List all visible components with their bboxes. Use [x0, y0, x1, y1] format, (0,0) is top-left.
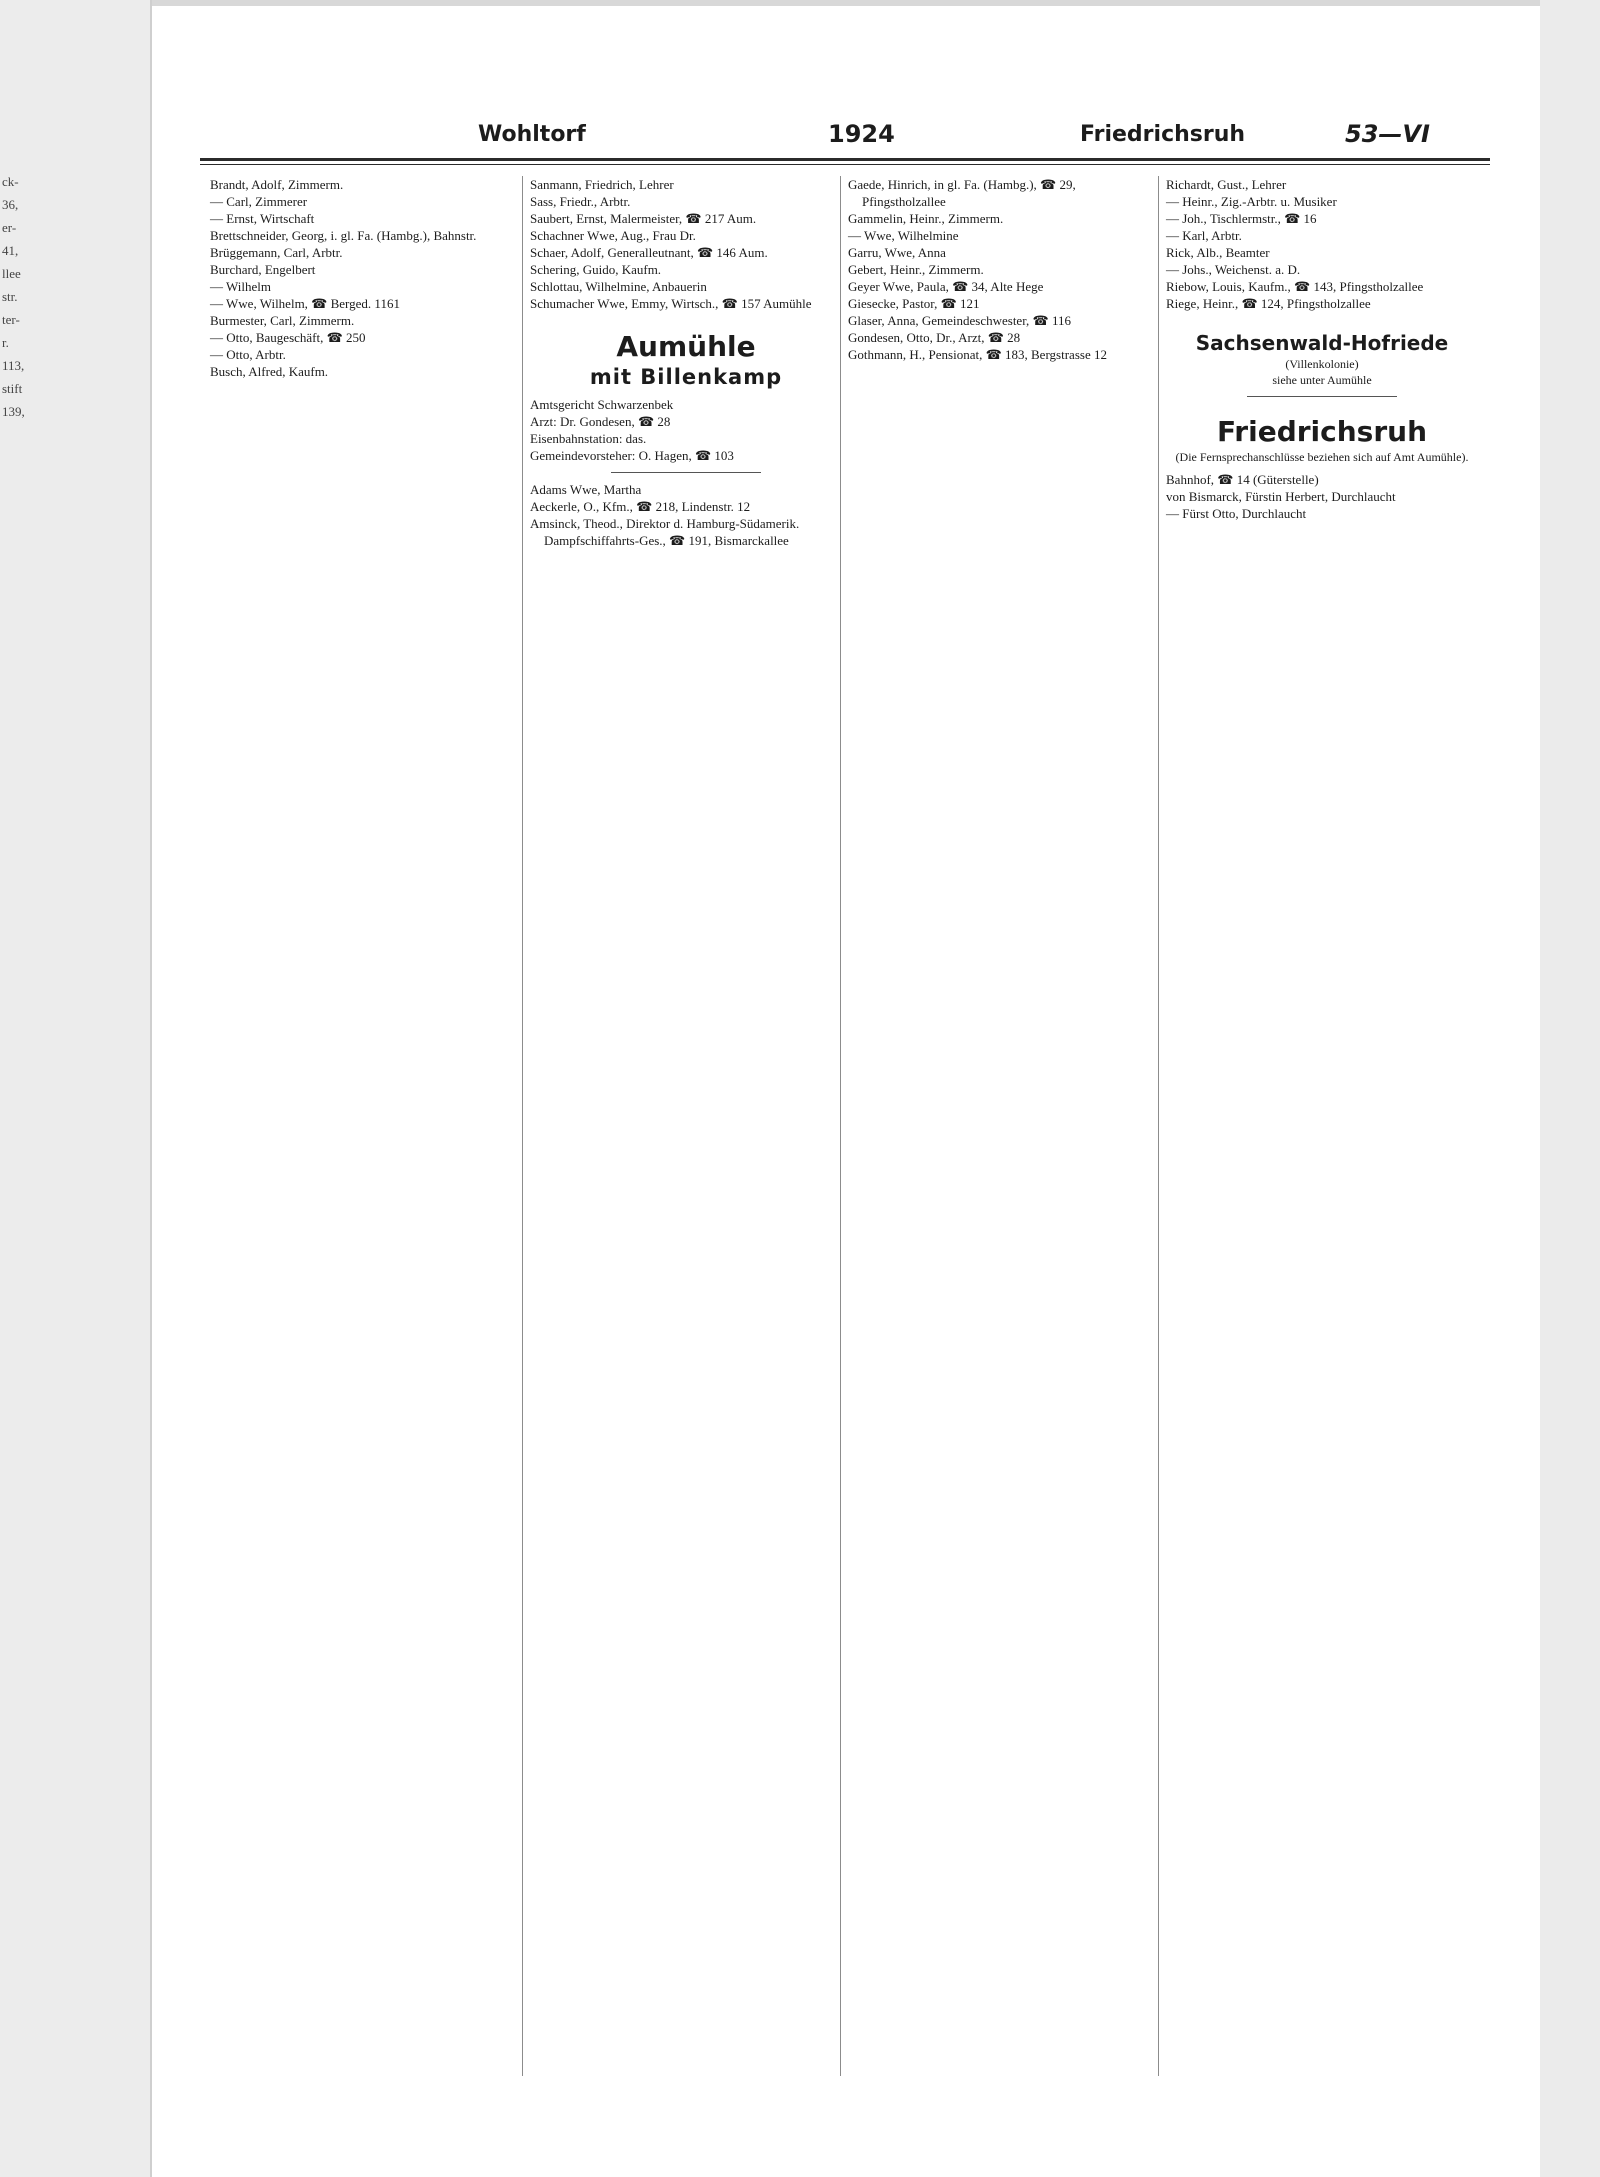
entry: — Ernst, Wirtschaft [210, 211, 315, 226]
entry: Bahnhof, ☎ 14 (Güterstelle) [1166, 472, 1319, 487]
info-line: Amtsgericht Schwarzenbek [530, 397, 674, 412]
entry: Schaer, Adolf, Generalleutnant, ☎ 146 Aum. [530, 245, 768, 260]
entry: — Johs., Weichenst. a. D. [1166, 262, 1301, 277]
info-line: Eisenbahnstation: das. [530, 431, 647, 446]
entry: Richardt, Gust., Lehrer [1166, 177, 1287, 192]
entry: Schumacher Wwe, Emmy, Wirtsch., ☎ 157 Aumühle [530, 296, 812, 311]
section-title: Sachsenwald-Hofriede [1195, 331, 1449, 355]
entry: Rick, Alb., Beamter [1166, 245, 1270, 260]
entry: — Fürst Otto, Durchlaucht [1166, 506, 1307, 521]
column-3 [848, 176, 1160, 363]
section-divider [1247, 396, 1397, 397]
page-number: 53—VI [1345, 120, 1430, 148]
strip-fragment: 36, [2, 197, 19, 212]
entry: Schlottau, Wilhelmine, Anbauerin [530, 279, 707, 294]
entry: Glaser, Anna, Gemeindeschwester, ☎ 116 [848, 313, 1071, 328]
column-1 [210, 176, 522, 380]
entry: Brüggemann, Carl, Arbtr. [210, 245, 343, 260]
section-subtitle: (Villenkolonie) [1285, 357, 1359, 371]
entry: Burmester, Carl, Zimmerm. [210, 313, 355, 328]
section-note: siehe unter Aumühle [1272, 373, 1372, 387]
info-line: Gemeindevorsteher: O. Hagen, ☎ 103 [530, 448, 734, 463]
section-title: Friedrichsruh [1216, 415, 1428, 448]
entry: Sass, Friedr., Arbtr. [530, 194, 631, 209]
entry: — Wilhelm [210, 279, 271, 294]
aumuehle-section [530, 330, 842, 390]
entry: Sanmann, Friedrich, Lehrer [530, 177, 674, 192]
strip-fragment: ter- [2, 312, 20, 327]
entry: Aeckerle, O., Kfm., ☎ 218, Lindenstr. 12 [530, 499, 751, 514]
entry: Schering, Guido, Kaufm. [530, 262, 662, 277]
entry: Riebow, Louis, Kaufm., ☎ 143, Pfingstholzallee [1166, 279, 1424, 294]
entry: — Heinr., Zig.-Arbtr. u. Musiker [1166, 194, 1337, 209]
entry: Giesecke, Pastor, ☎ 121 [848, 296, 980, 311]
header-rule-thin [200, 164, 1490, 165]
header-left: Wohltorf [478, 122, 586, 147]
entry: Gammelin, Heinr., Zimmerm. [848, 211, 1004, 226]
entry: — Otto, Baugeschäft, ☎ 250 [210, 330, 366, 345]
strip-fragment: er- [2, 220, 17, 235]
info-line: Arzt: Dr. Gondesen, ☎ 28 [530, 414, 671, 429]
previous-page-fragments [2, 170, 42, 423]
previous-page-strip [0, 0, 152, 2177]
strip-fragment: ck- [2, 174, 19, 189]
strip-fragment: str. [2, 289, 18, 304]
strip-fragment: 139, [2, 404, 25, 419]
entry: — Otto, Arbtr. [210, 347, 286, 362]
header-year: 1924 [828, 120, 895, 148]
sachsenwald-section [1166, 330, 1478, 388]
column-divider [1158, 176, 1159, 2076]
entry: Busch, Alfred, Kaufm. [210, 364, 329, 379]
entry: — Karl, Arbtr. [1166, 228, 1242, 243]
entry: Riege, Heinr., ☎ 124, Pfingstholzallee [1166, 296, 1371, 311]
entry: Gondesen, Otto, Dr., Arzt, ☎ 28 [848, 330, 1021, 345]
entry: — Joh., Tischlermstr., ☎ 16 [1166, 211, 1317, 226]
entry: — Wwe, Wilhelm, ☎ Berged. 1161 [210, 296, 400, 311]
entry: Brettschneider, Georg, i. gl. Fa. (Hambg.), Bahnstr. [210, 228, 477, 243]
column-4 [1166, 176, 1478, 522]
section-subtitle: mit Billenkamp [589, 365, 783, 389]
strip-fragment: stift [2, 381, 23, 396]
directory-page [200, 110, 1490, 2090]
entry: — Carl, Zimmerer [210, 194, 308, 209]
running-head [200, 110, 1490, 150]
strip-fragment: 113, [2, 358, 25, 373]
column-2 [530, 176, 842, 549]
entry: Amsinck, Theod., Direktor d. Hamburg-Südamerik. Dampfschiffahrts-Ges., ☎ 191, Bismarckallee [530, 516, 800, 548]
entry: Burchard, Engelbert [210, 262, 316, 277]
strip-fragment: llee [2, 266, 21, 281]
entry: Gaede, Hinrich, in gl. Fa. (Hambg.), ☎ 29, Pfingstholzallee [848, 177, 1076, 209]
scan-edge-right [1540, 0, 1600, 2177]
entry: Brandt, Adolf, Zimmerm. [210, 177, 344, 192]
scan-edge-top [0, 0, 1600, 6]
entry: von Bismarck, Fürstin Herbert, Durchlaucht [1166, 489, 1396, 504]
entry: Saubert, Ernst, Malermeister, ☎ 217 Aum. [530, 211, 757, 226]
column-divider [522, 176, 523, 2076]
strip-fragment: r. [2, 335, 9, 350]
header-rule [200, 158, 1490, 161]
section-note: (Die Fernsprechanschlüsse beziehen sich auf Amt Aumühle). [1175, 450, 1469, 464]
section-title: Aumühle [616, 330, 756, 363]
strip-fragment: 41, [2, 243, 19, 258]
friedrichsruh-section [1166, 415, 1478, 465]
entry: Adams Wwe, Martha [530, 482, 642, 497]
section-divider [611, 472, 761, 473]
entry: Geyer Wwe, Paula, ☎ 34, Alte Hege [848, 279, 1044, 294]
header-right: Friedrichsruh [1080, 122, 1246, 147]
entry: — Wwe, Wilhelmine [848, 228, 959, 243]
entry: Gothmann, H., Pensionat, ☎ 183, Bergstrasse 12 [848, 347, 1107, 362]
entry: Garru, Wwe, Anna [848, 245, 946, 260]
entry: Schachner Wwe, Aug., Frau Dr. [530, 228, 696, 243]
entry: Gebert, Heinr., Zimmerm. [848, 262, 984, 277]
